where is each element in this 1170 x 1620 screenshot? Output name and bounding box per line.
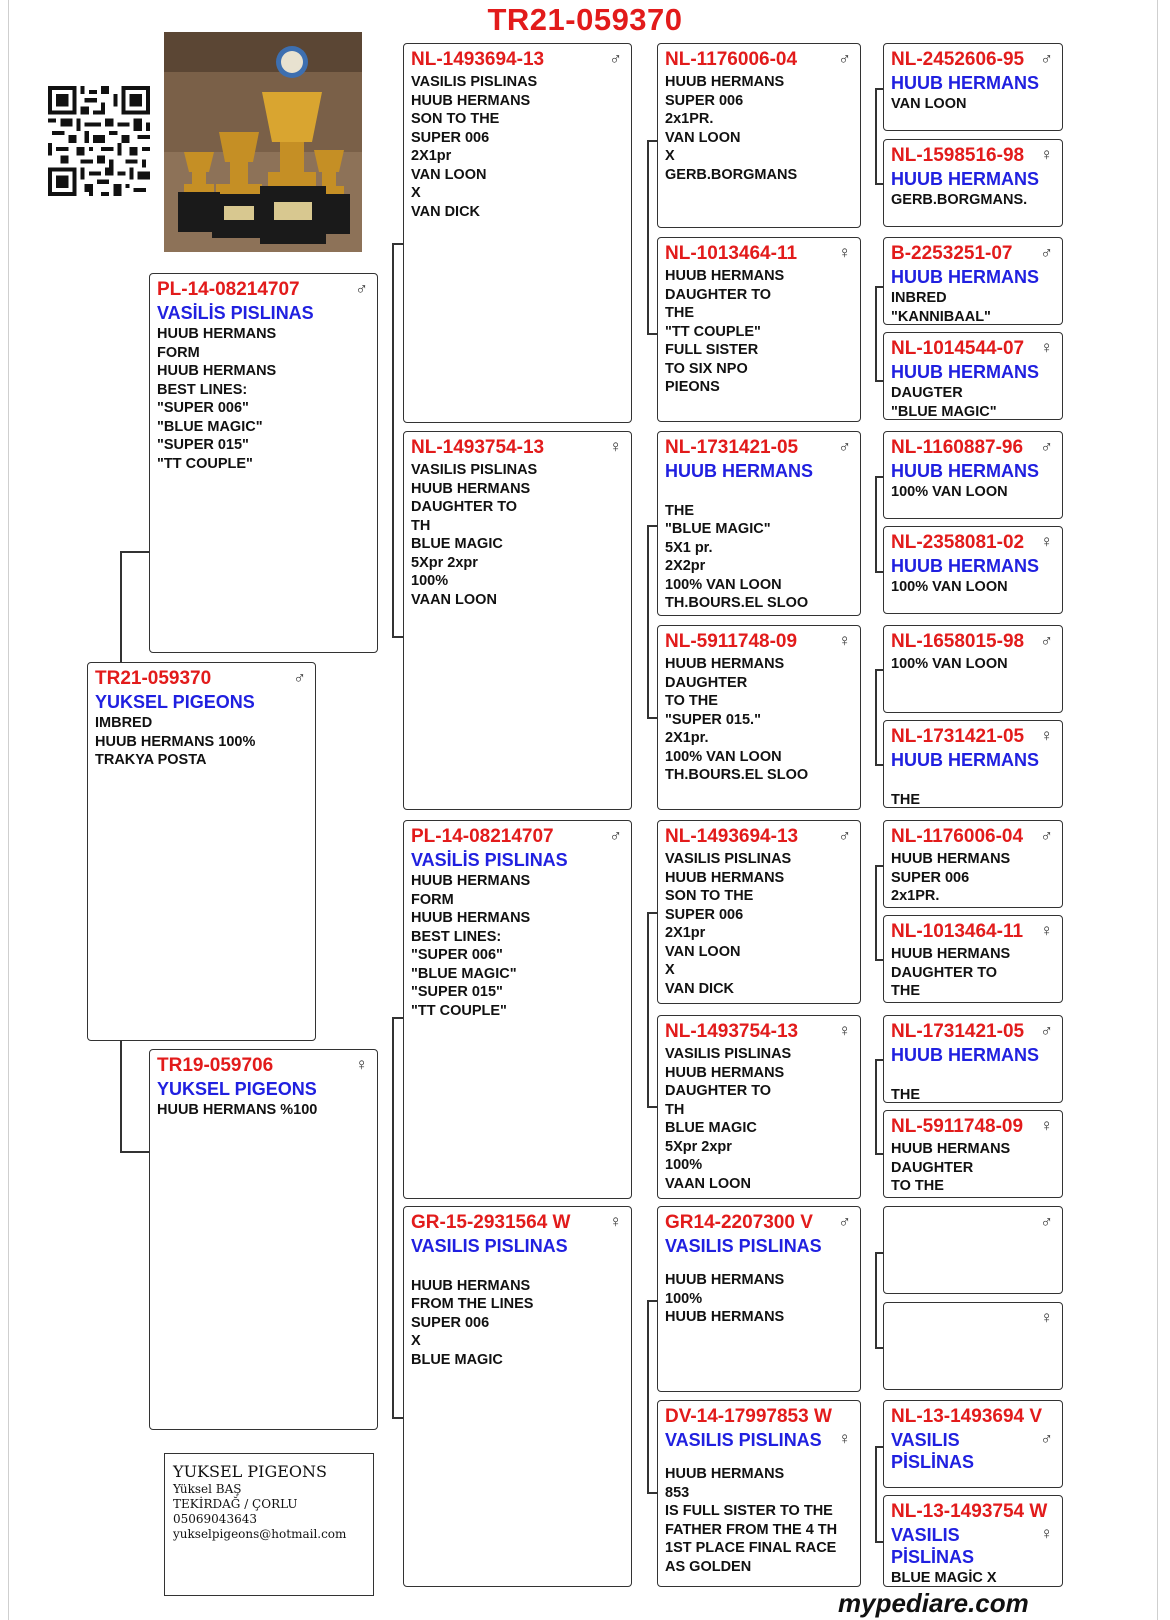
owner-name: HUUB HERMANS — [891, 556, 1039, 576]
owner-name: VASILIS PISLINAS — [665, 1236, 822, 1256]
female-icon: ♀ — [1040, 532, 1053, 551]
male-icon: ♂ — [293, 668, 306, 687]
page-border-right — [1157, 0, 1158, 1620]
pedigree-box-ddd[interactable] — [657, 1400, 861, 1587]
ring-number: NL-1014544-07 — [891, 338, 1025, 359]
pedigree-box-ssds[interactable] — [883, 237, 1063, 325]
notes: HUUB HERMANS DAUGHTER TO THE "TT COUPLE" FULL SISTER TO SIX NPO PIEONS — [665, 268, 785, 395]
breeder-person: Yüksel BAŞ — [173, 1482, 242, 1496]
owner-name: HUUB HERMANS — [665, 461, 813, 481]
male-icon: ♂ — [355, 279, 368, 298]
pedigree-box-sddd[interactable] — [883, 720, 1063, 808]
ring-number: TR21-059370 — [95, 668, 212, 689]
notes: HUUB HERMANS %100 — [157, 1102, 318, 1118]
notes: THE — [891, 791, 920, 808]
breeder-email: yukselpigeons@hotmail.com — [173, 1527, 347, 1541]
trophy-photo — [164, 32, 362, 252]
pedigree-box-sire-dam[interactable] — [403, 431, 632, 810]
website-watermark: mypediare.com — [838, 1588, 1029, 1618]
male-icon: ♂ — [838, 49, 851, 68]
notes: HUUB HERMANS DAUGHTER TO THE — [891, 1141, 1011, 1194]
notes: IMBRED HUUB HERMANS 100% TRAKYA POSTA — [95, 715, 256, 768]
pedigree-box-sire[interactable] — [149, 273, 378, 653]
qr-code — [48, 86, 150, 196]
owner-name: YUKSEL PIGEONS — [157, 1079, 317, 1099]
notes: VASILIS PISLINAS HUUB HERMANS DAUGHTER TO TH BLUE MAGIC 5Xpr 2xpr 100% VAAN LOON — [665, 1046, 792, 1192]
female-icon: ♀ — [1040, 921, 1053, 940]
pedigree-box-sss[interactable] — [657, 43, 861, 228]
ring-number: TR19-059706 — [157, 1055, 274, 1076]
male-icon: ♂ — [609, 49, 622, 68]
ring-number: NL-1493754-13 — [411, 437, 545, 458]
pedigree-box-dam[interactable] — [149, 1049, 378, 1430]
notes: BLUE MAGİC X — [891, 1570, 997, 1586]
breeder-contact-card — [164, 1453, 374, 1596]
male-icon: ♂ — [1040, 49, 1053, 68]
notes: HUUB HERMANS 853 IS FULL SISTER TO THE FATHER FROM THE 4 TH 1ST PLACE FINAL RACE AS GOLDEN — [665, 1466, 838, 1575]
female-icon: ♀ — [838, 243, 851, 262]
ring-number: NL-2452606-95 — [891, 49, 1025, 70]
breeder-location: TEKİRDAĞ / ÇORLU — [173, 1497, 298, 1511]
ring-number: GR-15-2931564 W — [411, 1212, 571, 1233]
ring-number: NL-1493754-13 — [665, 1021, 799, 1042]
female-icon: ♀ — [838, 631, 851, 650]
male-icon: ♂ — [1040, 1021, 1053, 1040]
notes: HUUB HERMANS FORM HUUB HERMANS BEST LINES: "SUPER 006" "BLUE MAGIC" "SUPER 015" "TT COUPLE" — [157, 326, 277, 472]
female-icon: ♀ — [1040, 1308, 1053, 1327]
female-icon: ♀ — [609, 1212, 622, 1231]
notes: 100% VAN LOON — [891, 579, 1008, 595]
ring-number: NL-1598516-98 — [891, 145, 1025, 166]
ring-number: NL-1731421-05 — [665, 437, 799, 458]
male-icon: ♂ — [1040, 437, 1053, 456]
notes: HUUB HERMANS DAUGHTER TO THE — [891, 946, 1011, 999]
pedigree-box-dsdd[interactable] — [883, 1110, 1063, 1198]
ring-number: NL-1176006-04 — [665, 49, 798, 70]
notes: HUUB HERMANS FORM HUUB HERMANS BEST LINES: "SUPER 006" "BLUE MAGIC" "SUPER 015" "TT COUPLE" — [411, 873, 531, 1019]
ring-number: NL-1731421-05 — [891, 1021, 1025, 1042]
female-icon: ♀ — [838, 1021, 851, 1040]
owner-name: YUKSEL PIGEONS — [95, 692, 255, 712]
owner-name: HUUB HERMANS — [891, 461, 1039, 481]
female-icon: ♀ — [1040, 726, 1053, 745]
female-icon: ♀ — [1040, 1524, 1053, 1543]
ring-number: DV-14-17997853 W — [665, 1406, 832, 1427]
ring-number: NL-13-1493754 W — [891, 1501, 1048, 1522]
male-icon: ♂ — [1040, 631, 1053, 650]
pedigree-box-ddds[interactable] — [883, 1400, 1063, 1488]
page-title: TR21-059370 — [487, 2, 683, 37]
notes: HUUB HERMANS 100% HUUB HERMANS — [665, 1272, 785, 1325]
notes: VASILIS PISLINAS HUUB HERMANS SON TO THE SUPER 006 2X1pr VAN LOON X VAN DICK — [665, 851, 792, 997]
female-icon: ♀ — [1040, 1116, 1053, 1135]
pedigree-box-sds[interactable] — [657, 431, 861, 616]
ring-number: PL-14-08214707 — [157, 279, 300, 300]
male-icon: ♂ — [609, 826, 622, 845]
owner-name: HUUB HERMANS — [891, 750, 1039, 770]
male-icon: ♂ — [1040, 1429, 1053, 1448]
owner-name: VASILIS PISLINAS — [665, 1430, 822, 1450]
owner-name: HUUB HERMANS — [891, 169, 1039, 189]
pedigree-box-dam-sire[interactable] — [403, 820, 632, 1199]
pedigree-box-dsss[interactable] — [883, 820, 1063, 908]
ring-number: NL-13-1493694 V — [891, 1406, 1043, 1427]
female-icon: ♀ — [355, 1055, 368, 1074]
pedigree-box-ssss[interactable] — [883, 43, 1063, 131]
pedigree-box-dam-dam[interactable] — [403, 1206, 632, 1587]
male-icon: ♂ — [1040, 826, 1053, 845]
pedigree-box-ddsd[interactable] — [883, 1302, 1063, 1390]
ring-number: PL-14-08214707 — [411, 826, 554, 847]
notes: THE — [891, 1086, 920, 1103]
ring-number: GR14-2207300 V — [665, 1212, 813, 1233]
owner-name: HUUB HERMANS — [891, 73, 1039, 93]
female-icon: ♀ — [609, 437, 622, 456]
breeder-name: YUKSEL PIGEONS — [173, 1462, 327, 1481]
male-icon: ♂ — [838, 437, 851, 456]
female-icon: ♀ — [1040, 338, 1053, 357]
ring-number: NL-5911748-09 — [665, 631, 798, 652]
male-icon: ♂ — [1040, 243, 1053, 262]
owner-name: HUUB HERMANS — [891, 1045, 1039, 1065]
notes: HUUB HERMANS FROM THE LINES SUPER 006 X BLUE MAGIC — [411, 1277, 534, 1368]
female-icon: ♀ — [1040, 145, 1053, 164]
notes: DAUGTER "BLUE MAGIC" — [891, 385, 997, 420]
pedigree-box-dss[interactable] — [657, 820, 861, 1004]
male-icon: ♂ — [1040, 1212, 1053, 1231]
ring-number: NL-2358081-02 — [891, 532, 1025, 553]
pedigree-box-sire-sire[interactable] — [403, 43, 632, 423]
pedigree-box-ssd[interactable] — [657, 237, 861, 422]
ring-number: NL-1176006-04 — [891, 826, 1024, 847]
ring-number: B-2253251-07 — [891, 243, 1013, 264]
ring-number: NL-1731421-05 — [891, 726, 1025, 747]
notes: THE "BLUE MAGIC" 5X1 pr. 2X2pr 100% VAN LOON TH.BOURS.EL SLOO — [665, 502, 809, 611]
pedigree-box-dds[interactable] — [657, 1206, 861, 1392]
ring-number: NL-1160887-96 — [891, 437, 1024, 458]
owner-name: VASILIS PİSLİNAS — [891, 1525, 975, 1567]
pedigree-box-sdds[interactable] — [883, 625, 1063, 713]
owner-name: VASİLİS PISLINAS — [411, 850, 568, 870]
pedigree-box-sdsd[interactable] — [883, 526, 1063, 614]
pedigree-box-dsds[interactable] — [883, 1015, 1063, 1103]
pedigree-box-dssd[interactable] — [883, 915, 1063, 1003]
owner-name: HUUB HERMANS — [891, 267, 1039, 287]
male-icon: ♂ — [838, 826, 851, 845]
pedigree-box-ssdd[interactable] — [883, 332, 1063, 420]
female-icon: ♀ — [838, 1429, 851, 1448]
owner-name: VASILIS PİSLİNAS — [891, 1430, 975, 1472]
ring-number: NL-1013464-11 — [891, 921, 1024, 942]
pedigree-box-dsd[interactable] — [657, 1015, 861, 1199]
breeder-phone: 05069043643 — [173, 1512, 257, 1526]
ring-number: NL-1493694-13 — [665, 826, 799, 847]
notes: VASILIS PISLINAS HUUB HERMANS SON TO THE SUPER 006 2X1pr VAN LOON X VAN DICK — [411, 74, 538, 220]
owner-name: VASİLİS PISLINAS — [157, 303, 314, 323]
pedigree-box-subject[interactable] — [87, 662, 316, 1041]
owner-name: HUUB HERMANS — [891, 362, 1039, 382]
notes: INBRED "KANNIBAAL" — [891, 290, 991, 325]
notes: VASILIS PISLINAS HUUB HERMANS DAUGHTER TO TH BLUE MAGIC 5Xpr 2xpr 100% VAAN LOON — [411, 462, 538, 608]
ring-number: NL-5911748-09 — [891, 1116, 1024, 1137]
ring-number: NL-1013464-11 — [665, 243, 798, 264]
page-border-left — [8, 0, 9, 1620]
pedigree-box-sdd[interactable] — [657, 625, 861, 810]
ring-number: NL-1493694-13 — [411, 49, 545, 70]
notes: HUUB HERMANS SUPER 006 2x1PR. — [891, 851, 1011, 904]
pedigree-box-ddss[interactable] — [883, 1206, 1063, 1294]
notes: HUUB HERMANS DAUGHTER TO THE "SUPER 015." 2X1pr. 100% VAN LOON TH.BOURS.EL SLOO — [665, 656, 809, 783]
male-icon: ♂ — [838, 1212, 851, 1231]
notes: VAN LOON — [891, 96, 967, 112]
notes: 100% VAN LOON — [891, 484, 1008, 500]
owner-name: VASILIS PISLINAS — [411, 1236, 568, 1256]
notes: 100% VAN LOON — [891, 656, 1008, 672]
pedigree-box-dddd[interactable] — [883, 1495, 1063, 1587]
pedigree-box-sdss[interactable] — [883, 431, 1063, 519]
pedigree-box-sssd[interactable] — [883, 139, 1063, 227]
notes: HUUB HERMANS SUPER 006 2x1PR. VAN LOON X GERB.BORGMANS — [665, 74, 798, 183]
notes: GERB.BORGMANS. — [891, 192, 1028, 208]
ring-number: NL-1658015-98 — [891, 631, 1025, 652]
